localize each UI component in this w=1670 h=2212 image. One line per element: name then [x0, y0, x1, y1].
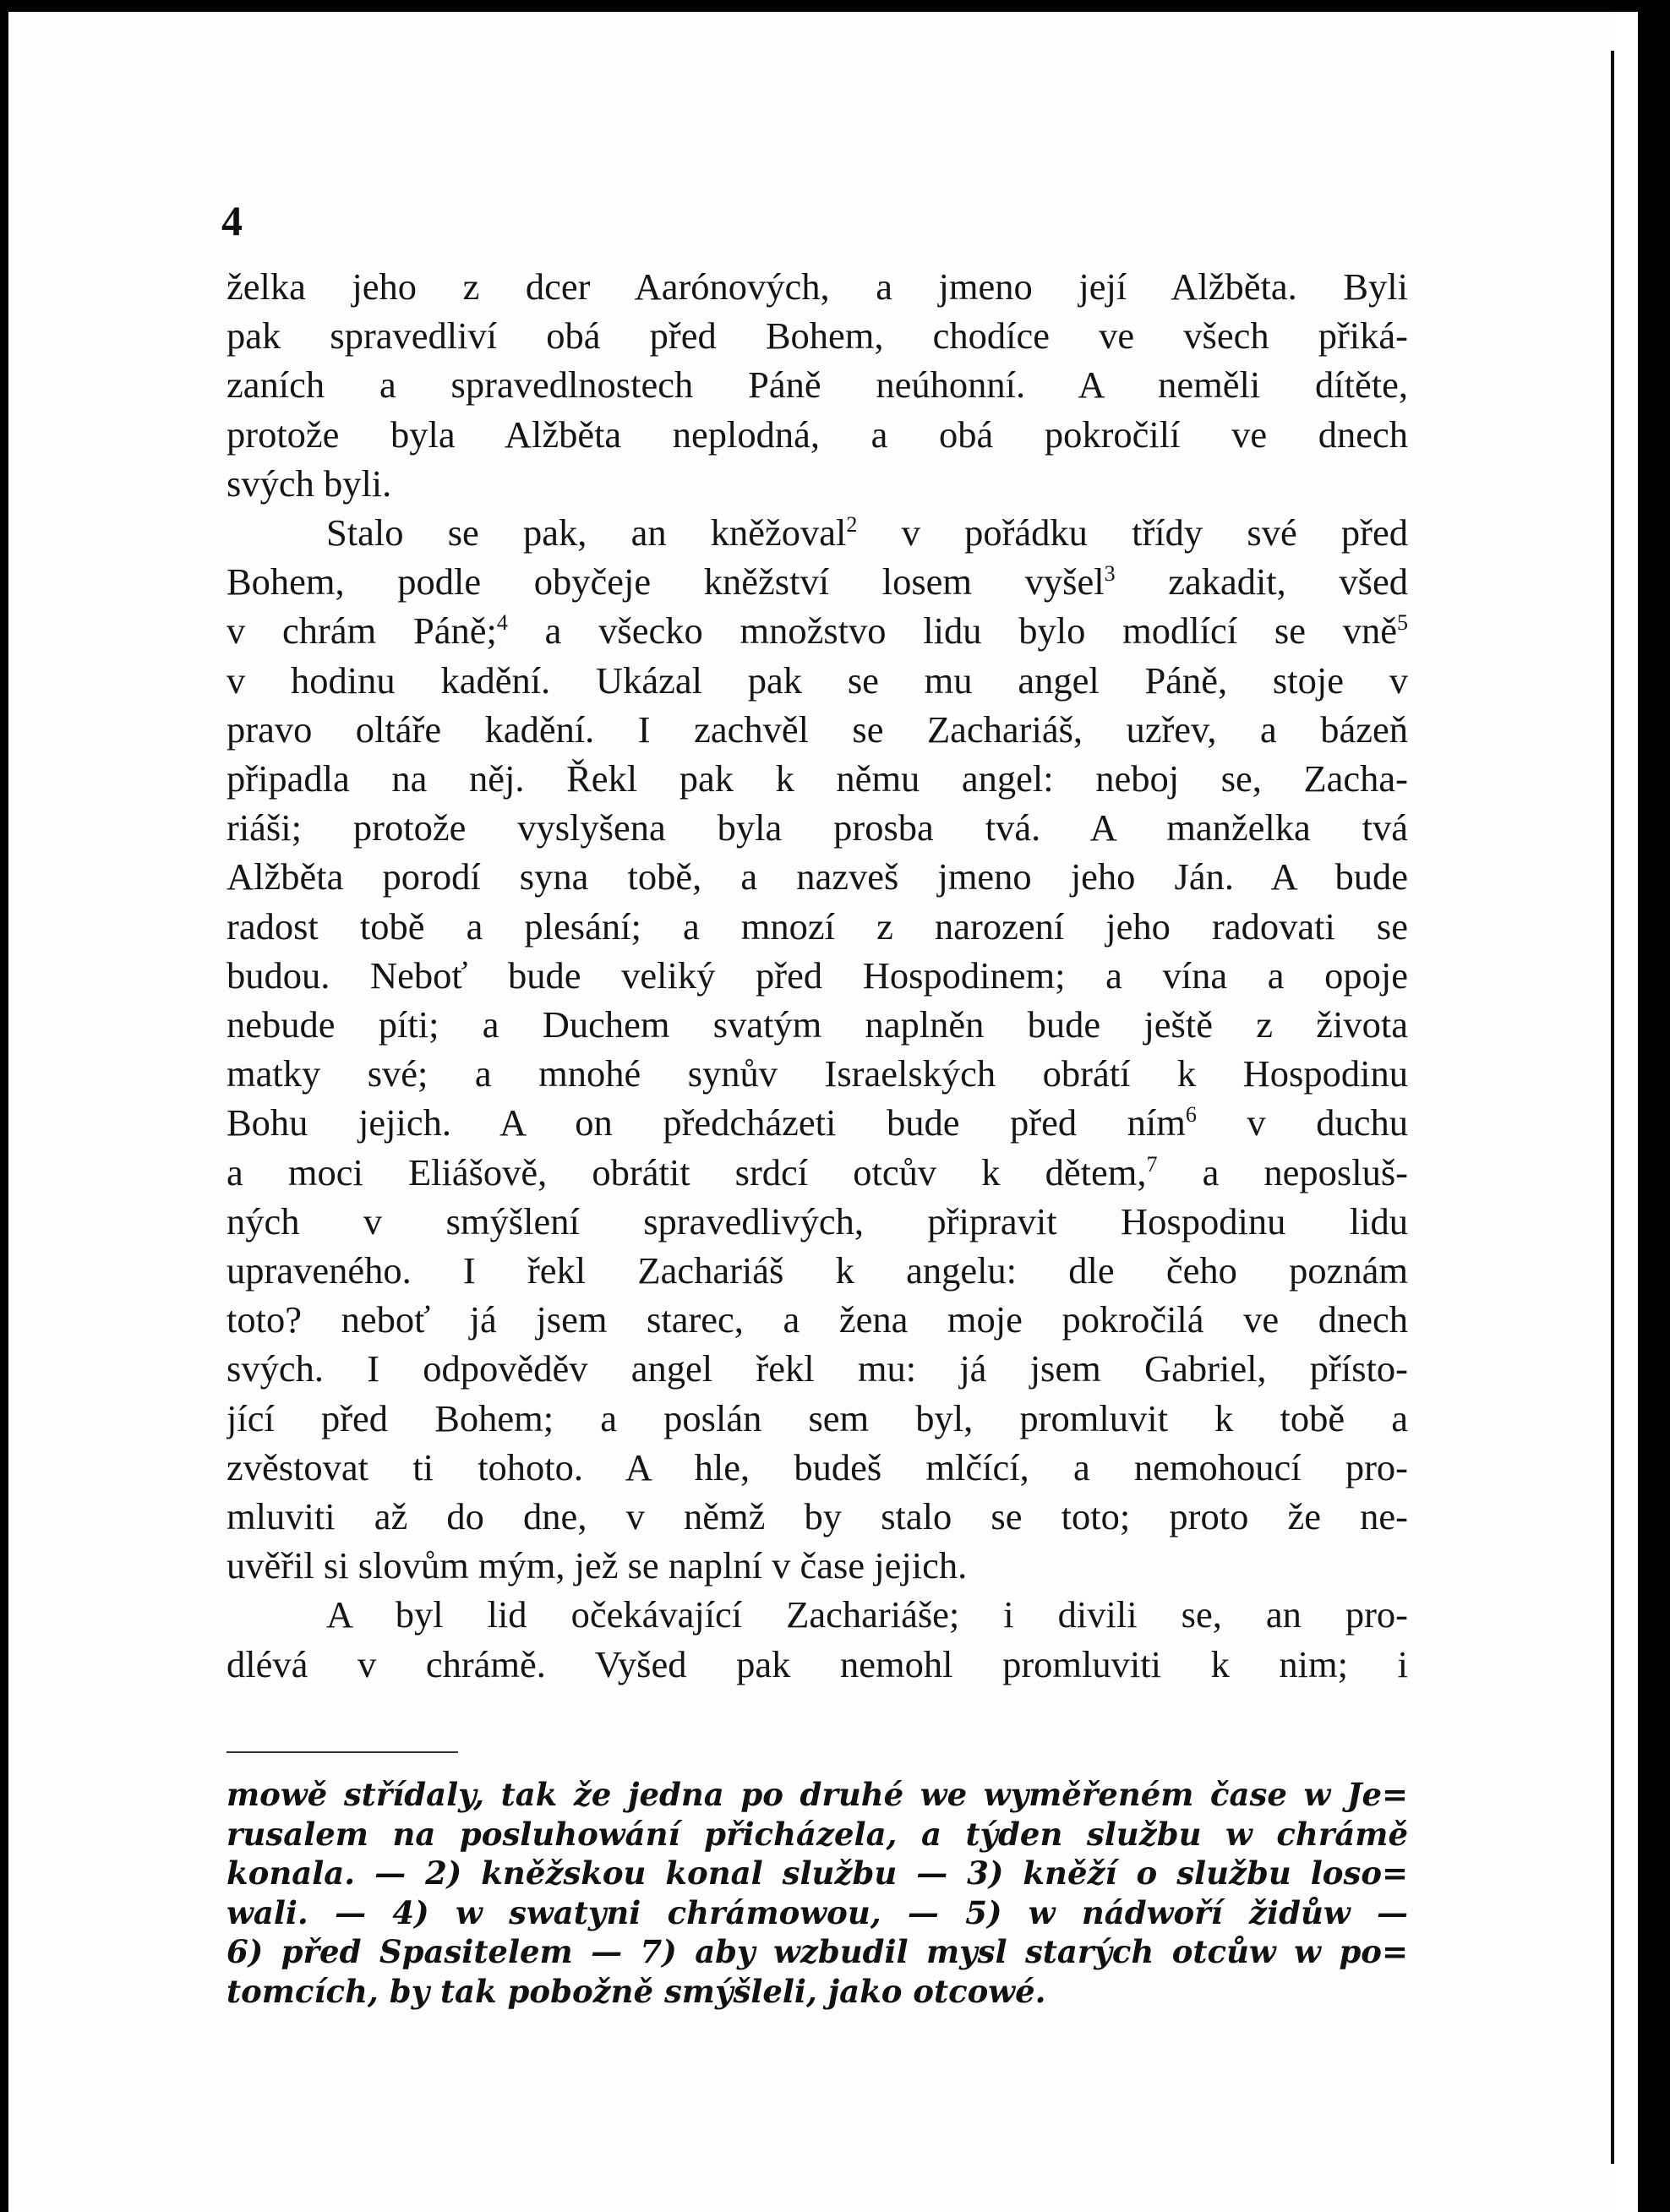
footnote-ref: 4 [496, 610, 508, 636]
footnote-line: tomcích, by tak pobožně smýšleli, jako otcowé. [226, 1972, 1046, 2010]
text-line: zvěstovat ti tohoto. A hle, budeš mlčící, a nemohoucí pro- [226, 1445, 1408, 1488]
text-line [226, 606, 1408, 655]
text-line [226, 1098, 1408, 1147]
text-line: riáši; protože vyslyšena byla prosba tvá. A manželka tvá [226, 806, 1408, 849]
text-run: a všecko množstvo lidu bylo modlící se vně [507, 609, 1397, 653]
scan-border-top [0, 0, 1670, 12]
footnote-separator [226, 1751, 458, 1753]
footnotes [226, 1775, 1408, 2011]
footnote-ref: 2 [846, 512, 858, 538]
footnote-ref: 3 [1104, 561, 1116, 587]
main-text [226, 262, 1408, 1689]
text-line: připadla na něj. Řekl pak k němu angel: neboj se, Zacha- [226, 757, 1408, 800]
text-run: v duchu [1196, 1101, 1408, 1144]
text-line [226, 508, 1408, 557]
text-run: zakadit, všed [1115, 560, 1408, 604]
text-line [226, 557, 1408, 606]
footnote-ref: 7 [1146, 1151, 1158, 1177]
text-run: v pořádku třídy své před [857, 511, 1408, 554]
page-gutter [1614, 12, 1638, 2212]
text-line: pravo oltáře kadění. I zachvěl se Zachariáš, uzřev, a bázeň [226, 707, 1408, 751]
text-line: nebude píti; a Duchem svatým naplněn bude ještě z života [226, 1003, 1408, 1046]
page-number: 4 [221, 197, 243, 244]
footnote-line: konala. — 2) kněžskou konal službu — 3) kněží o službu loso= [226, 1854, 1408, 1892]
text-run: Bohem, podle obyčeje kněžství losem vyšel [226, 560, 1105, 604]
text-line: želka jeho z dcer Aarónových, a jmeno její Alžběta. Byli [226, 265, 1408, 308]
text-line: upraveného. I řekl Zachariáš k angelu: dle čeho poznám [226, 1249, 1408, 1292]
scan-border-left [0, 0, 8, 2212]
text-line: protože byla Alžběta neplodná, a obá pokročilí ve dnech [226, 412, 1408, 456]
text-line: radost tobě a plesání; a mnozí z narození jeho radovati se [226, 904, 1408, 948]
footnote-line: 6) před Spasitelem — 7) aby wzbudil mysl starých otcůw w po= [226, 1933, 1408, 1970]
footnote-ref: 5 [1397, 610, 1408, 636]
text-run: a moci Eliášově, obrátit srdcí otcův k dětem, [226, 1150, 1147, 1193]
text-line: ných v smýšlení spravedlivých, připravit Hospodinu lidu [226, 1199, 1408, 1243]
text-run: v chrám Páně; [226, 609, 497, 653]
text-line: svých. I odpověděv angel řekl mu: já jsem Gabriel, přísto- [226, 1347, 1408, 1390]
text-run: Bohu jejich. A on předcházeti bude před ním [226, 1101, 1186, 1144]
footnote-ref: 6 [1185, 1102, 1197, 1128]
text-line [226, 1148, 1408, 1197]
text-line: Alžběta porodí syna tobě, a nazveš jmeno jeho Ján. A bude [226, 855, 1408, 898]
scan-border-right [1638, 0, 1670, 2212]
footnote-line: mowě střídaly, tak že jedna po druhé we wyměřeném čase w Je= [226, 1776, 1408, 1813]
text-line: toto? neboť já jsem starec, a žena moje pokročilá ve dnech [226, 1298, 1408, 1341]
text-line: v hodinu kadění. Ukázal pak se mu angel Páně, stoje v [226, 658, 1408, 702]
footnote-line: rusalem na posluhowání přicházela, a týden službu w chrámě [226, 1815, 1408, 1853]
text-line: svých byli. [226, 462, 392, 505]
text-line: dlévá v chrámě. Vyšed pak nemohl promluviti k nim; i [226, 1642, 1408, 1685]
text-line: zaních a spravedlnostech Páně neúhonní. A neměli dítěte, [226, 363, 1408, 407]
text-line: A byl lid očekávající Zachariáše; i divili se, an pro- [326, 1593, 1408, 1636]
binding-edge-line [1611, 51, 1614, 2164]
footnote-line: wali. — 4) w swatyni chrámowou, — 5) w nádwoří židůw — [226, 1893, 1408, 1931]
text-run: Stalo se pak, an kněžoval [326, 511, 847, 554]
text-line: budou. Neboť bude veliký před Hospodinem; a vína a opoje [226, 953, 1408, 997]
text-line: uvěřil si slovům mým, jež se naplní v čase jejich. [226, 1544, 968, 1587]
text-line: pak spravedliví obá před Bohem, chodíce ve všech přiká- [226, 314, 1408, 358]
text-line: jící před Bohem; a poslán sem byl, promluvit k tobě a [226, 1396, 1408, 1439]
text-line: matky své; a mnohé synův Israelských obrátí k Hospodinu [226, 1052, 1408, 1095]
text-run: a neposluš- [1157, 1150, 1408, 1193]
text-line: mluviti až do dne, v němž by stalo se toto; proto že ne- [226, 1495, 1408, 1538]
